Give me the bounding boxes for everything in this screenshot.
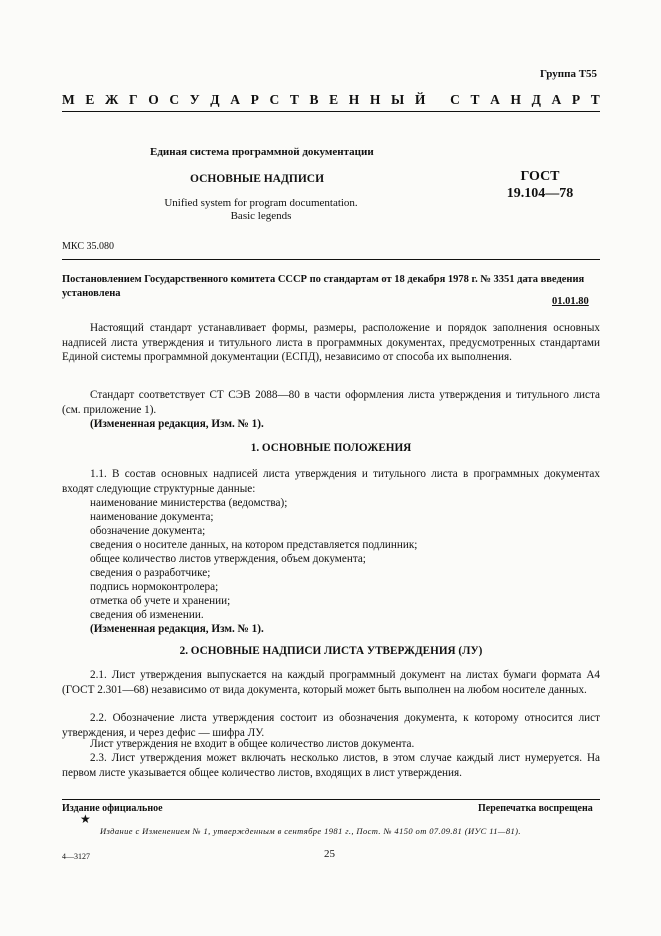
section-2-paragraph-4: 2.3. Лист утверждения может включать несколько листов, в этом случае каждый лист нумеруется. На первом листе указывается общее количество листов, входящих в лист утверждения. [62, 752, 600, 779]
heading-letter: М [62, 92, 75, 107]
intro-edition-note: (Измененная редакция, Изм. № 1). [90, 418, 264, 430]
amendment-note: Издание с Изменением № 1, утвержденным в сентябре 1981 г., Пост. № 4150 от 07.09.81 (ИУС 11—81). [100, 826, 521, 836]
heading-letter: Г [129, 92, 138, 107]
heading-letter: А [490, 92, 500, 107]
heading-letter: А [230, 92, 240, 107]
section-2-paragraph-3: Лист утверждения не входит в общее количество листов документа. [90, 738, 415, 750]
heading-letter: Т [289, 92, 299, 107]
heading-letter: Н [510, 92, 521, 107]
heading-letter: Е [85, 92, 95, 107]
list-item: наименование министерства (ведомства); [90, 497, 288, 509]
reprint-prohibited-label: Перепечатка воспрещена [478, 803, 593, 814]
list-item: сведения о носителе данных, на котором представляется подлинник; [90, 539, 418, 551]
heading-letter: О [148, 92, 159, 107]
page-number: 25 [324, 848, 335, 860]
list-item: наименование документа; [90, 511, 214, 523]
heading-letter: Д [531, 92, 541, 107]
list-item: подпись нормоконтролера; [90, 581, 219, 593]
system-name: Единая система программной документации [150, 146, 374, 158]
heading-letter: С [450, 92, 460, 107]
section-2-paragraph-2: 2.2. Обозначение листа утверждения состоит из обозначения документа, к которому относится лист утверждения, и через дефис — шифра ЛУ. [62, 712, 600, 739]
heading-letter: Р [571, 92, 581, 107]
heading-letter: Ы [391, 92, 405, 107]
footer-rule [62, 799, 600, 800]
intro-paragraph-1: Настоящий стандарт устанавливает формы, размеры, расположение и порядок заполнения основных надписей листа утверждения и титульного листа в программных документах, предусмотренных стандартами Единой системы программной документации (ЕСПД), независимо от способа их выполнения. [62, 322, 600, 364]
english-title [150, 197, 372, 223]
decree-text: Постановлением Государственного комитета СССР по стандартам от 18 декабря 1978 г. № 3351 дата введения установлена [62, 274, 585, 299]
heading-letter: Т [590, 92, 600, 107]
print-code: 4—3127 [62, 852, 90, 861]
list-item: отметка об учете и хранении; [90, 595, 231, 607]
top-rule [62, 111, 600, 112]
heading-letter: Н [348, 92, 360, 107]
heading-letter: У [189, 92, 200, 107]
list-item: общее количество листов утверждения, объем документа; [90, 553, 366, 565]
star-icon: ★ [80, 812, 91, 826]
list-item: обозначение документа; [90, 525, 206, 537]
document-title: ОСНОВНЫЕ НАДПИСИ [190, 173, 325, 185]
english-title-line-1: Unified system for program documentation. [164, 197, 358, 209]
english-title-line-2: Basic legends [230, 210, 292, 222]
gost-number: 19.104—78 [506, 186, 574, 201]
official-edition-label: Издание официальное [62, 803, 163, 814]
effective-date: 01.01.80 [552, 296, 589, 307]
heading-letter: Н [369, 92, 381, 107]
heading-letter [436, 92, 439, 108]
section-2-paragraph-1: 2.1. Лист утверждения выпускается на каждый программный документ на листах бумаги формата А4 (ГОСТ 2.301—68) независимо от вида документа, который может быть выполнен на любом носителе данных. [62, 669, 600, 696]
heading-letter: Т [470, 92, 480, 107]
heading-letter: С [269, 92, 280, 107]
heading-letter: Ж [105, 92, 119, 107]
group-code: Группа Т55 [540, 68, 598, 80]
heading-letter: В [309, 92, 319, 107]
list-item: сведения о разработчике; [90, 567, 211, 579]
section-1-heading: 1. ОСНОВНЫЕ ПОЛОЖЕНИЯ [250, 442, 412, 454]
heading-letter: Е [329, 92, 339, 107]
intro-paragraph-2: Стандарт соответствует СТ СЭВ 2088—80 в части оформления листа утверждения и титульного листа (см. приложение 1). [62, 389, 600, 416]
mks-code: МКС 35.080 [62, 241, 114, 252]
heading-letter: Д [210, 92, 220, 107]
list-item: сведения об изменении. [90, 609, 204, 621]
section-1-edition-note: (Измененная редакция, Изм. № 1). [90, 623, 264, 635]
mks-rule [62, 259, 600, 260]
gost-designation [500, 168, 580, 202]
section-2-heading: 2. ОСНОВНЫЕ НАДПИСИ ЛИСТА УТВЕРЖДЕНИЯ (ЛУ) [179, 645, 483, 657]
interstate-standard-heading [62, 92, 600, 108]
heading-letter: Р [250, 92, 259, 107]
heading-letter: Й [414, 92, 426, 107]
heading-letter: С [169, 92, 180, 107]
section-1-paragraph: 1.1. В состав основных надписей листа утверждения и титульного листа в программных документах входят следующие структурные данные: [62, 468, 600, 495]
heading-letter: А [551, 92, 562, 107]
gost-label: ГОСТ [520, 169, 560, 184]
